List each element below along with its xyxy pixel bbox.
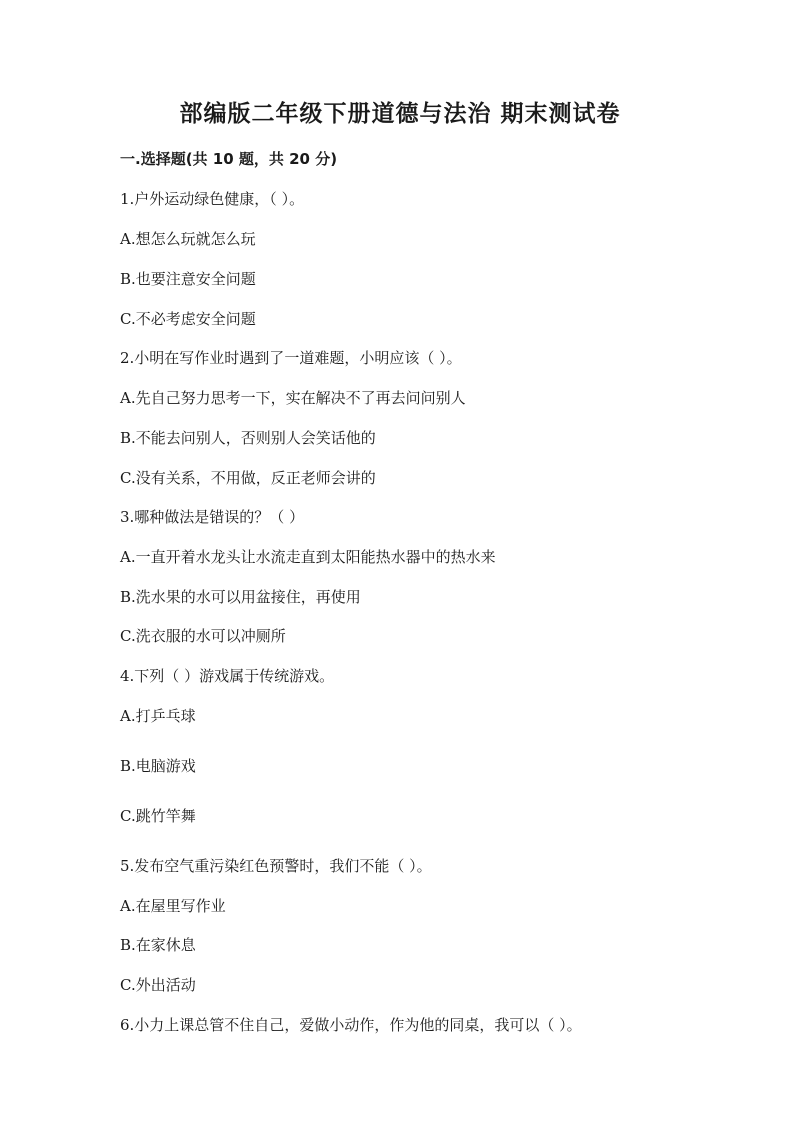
- question-stem: 1.户外运动绿色健康，（ ）。: [120, 190, 305, 208]
- question-stem: 4.下列（ ）游戏属于传统游戏。: [120, 667, 335, 685]
- answer-option: B.不能去问别人，否则别人会笑话他的: [120, 429, 376, 447]
- question-stem: 2.小明在写作业时遇到了一道难题，小明应该（ ）。: [120, 349, 462, 367]
- question-stem: 3.哪种做法是错误的？（ ）: [120, 508, 305, 526]
- question-stem: 5.发布空气重污染红色预警时，我们不能（ ）。: [120, 857, 432, 875]
- answer-option: B.也要注意安全问题: [120, 270, 256, 288]
- answer-option: A.打乒乓球: [120, 707, 196, 725]
- answer-option: C.不必考虑安全问题: [120, 310, 256, 328]
- answer-option: A.想怎么玩就怎么玩: [120, 230, 256, 248]
- answer-option: A.一直开着水龙头让水流走直到太阳能热水器中的热水来: [120, 548, 496, 566]
- answer-option: A.先自己努力思考一下，实在解决不了再去问问别人: [120, 389, 466, 407]
- question-stem: 6.小力上课总管不住自己，爱做小动作，作为他的同桌，我可以（ ）。: [120, 1016, 582, 1034]
- answer-option: C.外出活动: [120, 976, 196, 994]
- answer-option: B.在家休息: [120, 936, 196, 954]
- answer-option: C.洗衣服的水可以冲厕所: [120, 627, 286, 645]
- answer-option: C.跳竹竿舞: [120, 807, 196, 825]
- page-title: 部编版二年级下册道德与法治 期末测试卷: [179, 101, 621, 127]
- answer-option: B.洗水果的水可以用盆接住，再使用: [120, 588, 361, 606]
- section-heading: 一.选择题(共 10 题，共 20 分): [120, 150, 338, 168]
- answer-option: B.电脑游戏: [120, 757, 196, 775]
- answer-option: C.没有关系，不用做，反正老师会讲的: [120, 469, 376, 487]
- answer-option: A.在屋里写作业: [120, 897, 226, 915]
